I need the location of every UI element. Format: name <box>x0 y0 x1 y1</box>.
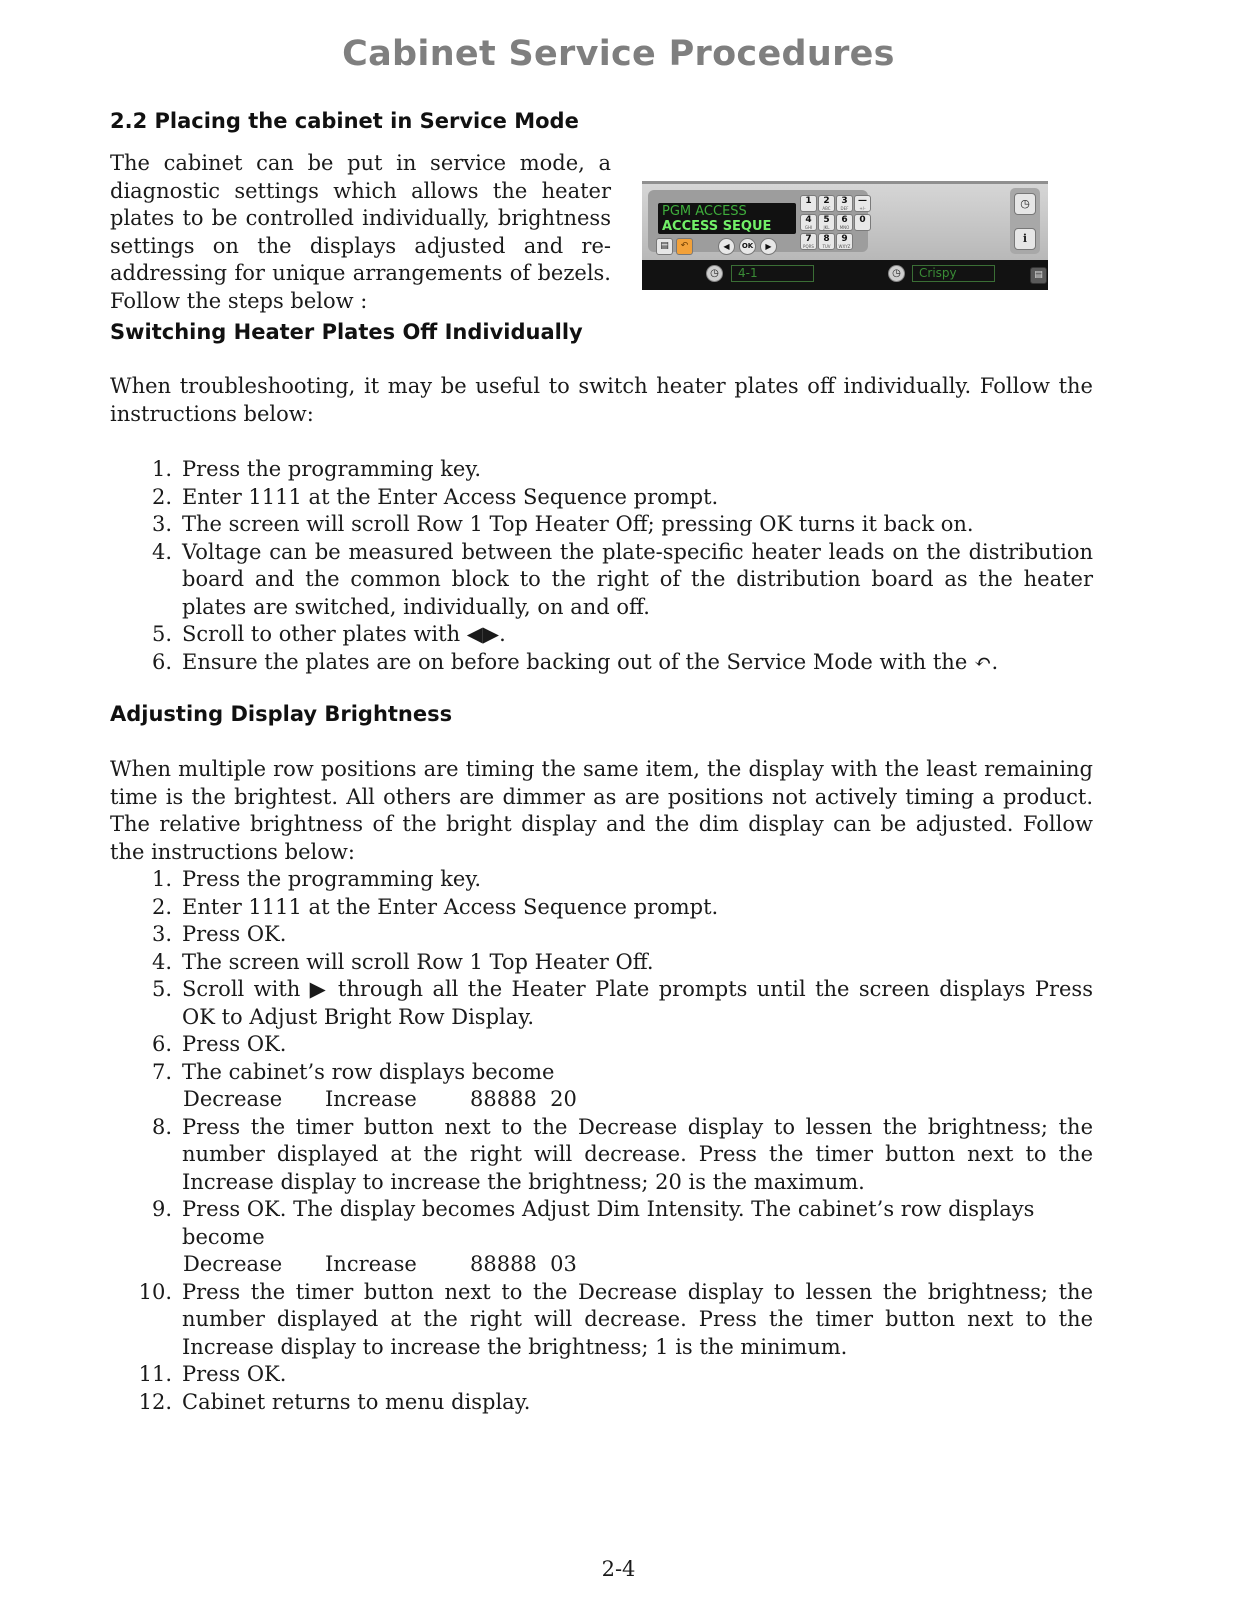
lower-menu-icon: ▤ <box>1030 267 1047 284</box>
key-0: 0 <box>854 214 871 231</box>
list-item: 5. Scroll to other plates with ◀▶. <box>151 622 506 646</box>
section-heading-switching: Switching Heater Plates Off Individually <box>110 320 583 344</box>
list-item: 7. The cabinet’s row displays become <box>151 1059 555 1084</box>
list-item: 9. Press OK. The display becomes Adjust Dim Intensity. The cabinet’s row displays become <box>151 1197 1035 1249</box>
service-mode-intro: The cabinet can be put in service mode, a diagnostic settings which allows the heater plates to be controlled individually, brightness settings on the displays adjusted and re-addressing for unique arrangements of bezels. Follow the steps below : <box>110 151 611 313</box>
increase-label: Increase <box>325 1087 417 1111</box>
list-item: 2. Enter 1111 at the Enter Access Sequence prompt. <box>151 894 719 919</box>
switching-steps-list <box>110 456 1093 676</box>
list-item: 4. Voltage can be measured between the plate-specific heater leads on the distribution board and the common block to the right of the distribution board as the heater plates are switched, individually, on and off. <box>151 539 1093 619</box>
display-value: 88888 03 <box>470 1252 577 1276</box>
key-1: 1 <box>800 195 817 212</box>
list-item: 2. Enter 1111 at the Enter Access Sequence prompt. <box>151 484 719 509</box>
section-heading-brightness: Adjusting Display Brightness <box>110 702 453 726</box>
display-value: 88888 20 <box>470 1087 577 1111</box>
back-icon: ↶ <box>676 238 693 255</box>
page-title: Cabinet Service Procedures <box>342 34 895 74</box>
key-7: 7 PQRS <box>800 233 817 250</box>
page-number: 2-4 <box>601 1557 636 1581</box>
key-5: 5 JKL <box>818 214 835 231</box>
list-item: 3. The screen will scroll Row 1 Top Heater Off; pressing OK turns it back on. <box>151 512 974 536</box>
key-minus: — +/- <box>854 195 871 212</box>
key-6: 6 MNO <box>836 214 853 231</box>
panel-lcd <box>658 203 796 234</box>
key-9: 9 WXYZ <box>836 233 853 250</box>
list-item: 1. Press the programming key. <box>151 867 482 891</box>
list-item: 12. Cabinet returns to menu display. <box>138 1389 531 1414</box>
section-heading-service-mode: 2.2 Placing the cabinet in Service Mode <box>110 109 579 133</box>
lcd-line-1: PGM ACCESS <box>662 204 747 219</box>
timer-button-icon-2: ◷ <box>888 265 905 282</box>
key-8: 8 TUV <box>818 233 835 250</box>
clock-icon: ◷ <box>1014 193 1036 215</box>
menu-icon: ▤ <box>656 238 673 255</box>
list-item: 3. Press OK. <box>151 922 287 946</box>
lcd-line-2: ACCESS SEQUE <box>662 219 772 234</box>
list-item: 5. Scroll with ▶ through all the Heater Plate prompts until the screen displays Press OK to Adjust Bright Row Display. <box>151 977 1093 1029</box>
right-arrow-icon: ▶ <box>760 238 777 255</box>
row-display-values-dim <box>110 1251 1093 1279</box>
increase-label: Increase <box>325 1252 417 1276</box>
list-item: 1. Press the programming key. <box>151 457 482 481</box>
row-display-values-bright <box>110 1086 1093 1114</box>
timer-button-icon: ◷ <box>706 265 723 282</box>
list-item: 4. The screen will scroll Row 1 Top Heater Off. <box>151 949 654 974</box>
list-item: 8. Press the timer button next to the Decrease display to lessen the brightness; the number displayed at the right will decrease. Press the timer button next to the Increase display to increase the brightness; 20 is the maximum. <box>151 1114 1093 1194</box>
info-icon: i <box>1014 228 1036 250</box>
list-item: 10. Press the timer button next to the Decrease display to lessen the brightness; the number displayed at the right will decrease. Press the timer button next to the Increase display to increase the brightness; 1 is the minimum. <box>138 1279 1093 1359</box>
brightness-intro: When multiple row positions are timing the same item, the display with the least remaining time is the brightest. All others are dimmer as are positions not actively timing a product. The relative brightness of the bright display and the dim display can be adjusted. Follow the instructions below: <box>110 757 1093 864</box>
panel-side-housing <box>1010 188 1040 254</box>
brightness-steps-list <box>110 866 1093 1416</box>
row-display-2: Crispy <box>912 265 995 282</box>
key-4: 4 GHI <box>800 214 817 231</box>
key-2: 2 ABC <box>818 195 835 212</box>
switching-intro: When troubleshooting, it may be useful to switch heater plates off individually. Follow the instructions below: <box>110 374 1093 426</box>
row-display-1: 4-1 <box>731 265 814 282</box>
list-item: 11. Press OK. <box>138 1362 287 1386</box>
list-item: 6. Ensure the plates are on before backing out of the Service Mode with the ↶. <box>151 649 999 674</box>
list-item: 6. Press OK. <box>151 1032 287 1056</box>
panel-keypad-housing <box>648 190 868 252</box>
left-arrow-icon: ◀ <box>718 238 735 255</box>
decrease-label: Decrease <box>183 1252 283 1276</box>
key-3: 3 DEF <box>836 195 853 212</box>
ok-button-icon: OK <box>739 238 756 255</box>
control-panel-image <box>642 181 1048 290</box>
decrease-label: Decrease <box>183 1087 283 1111</box>
